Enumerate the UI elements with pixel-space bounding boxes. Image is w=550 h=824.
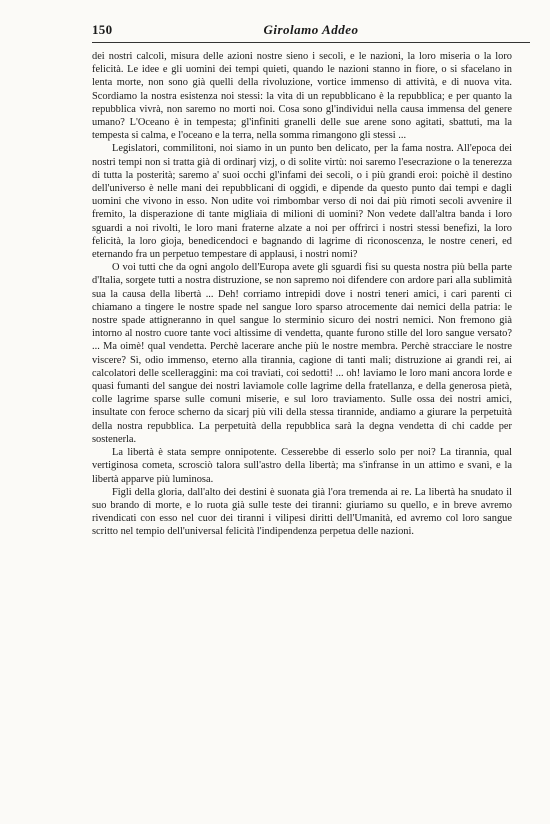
paragraph: O voi tutti che da ogni angolo dell'Europa avete gli sguardi fisi su questa nostra più bella parte d'Italia, sorgete tutti a nostra distruzione, se non sapremo noi difendere con ardore pari alla sublimità sua la causa della libertà ... Deh! corriamo intrepidi dove i nostri teneri amici, i cari parenti ci chiamano a tingere le nostre spade nel sangue loro sparso atrocemente dai nemici della patria: le nostre spade attigneranno in quel sangue lo sterminio sicuro dei nostri nemici. Non fremono già intorno al nostro cuore tante voci altissime di vendetta, quante furono stille del loro sangue versato? ... Ma oimè! qual vendetta. Perchè lacerare anche più le nostre membra. Perchè stracciare le nostre viscere? Sì, odio immenso, eterno alla tirannia, cagione di tanti mali; distruzione ai grandi rei, ai calcolatori delle scelleraggini: ma coi traviati, coi sedotti! ... oh! laviamo le loro mani ancora lorde e quasi fumanti del sangue dei nostri lavìamole colle lagrime della fratellanza, e della generosa pietà, colle lagrime sparse sulle comuni miserie, e sul loro traviamento. Sulle ossa dei nostri amici, insultate con feroce scherno da sicarj più vili della stessa tirannide, andiamo a giurare la perpetuità della nostra repubblica. La perpetuità della repubblica sarà la degna vendetta di chi cadde per sostenerla. — [92, 262, 512, 445]
paragraph: La libertà è stata sempre onnipotente. Cesserebbe di esserlo solo per noi? La tirannia, qual vertiginosa cometa, scrosciò talora sull'astro della libertà; ma s'infranse in un attimo e svanì, e la libertà apparve più luminosa. — [92, 447, 512, 485]
page-number: 150 — [92, 22, 113, 37]
paragraph: Figli della gloria, dall'alto dei destini è suonata già l'ora tremenda ai re. La libertà ha snudato il suo brando di morte, e lo ruota già sulle teste dei tiranni: giuriamo su quello, e in breve avremo rivendicati con esso nel cuor dei tiranni i vilipesi diritti dell'Umanità, ed avremo col loro sangue scritto nel tempio dell'universal felicità l'indipendenza perpetua delle nazioni. — [92, 486, 512, 538]
paragraph: Legislatori, commilitoni, noi siamo in un punto ben delicato, per la fama nostra. All'epoca dei nostri tempi non si tratta già di ordinarj vizj, o di solite virtù: noi saremo l'esecrazione o la tenerezza di tutta la posterità; saremo a' suoi occhi gl'infami dei secoli, o i più grandi eroi: poichè il destino dell'universo è nelle mani dei repubblicani di oggidì, e dipende da questo punto dai tempi e dagli uomini che vivono in esso. Non udite voi rimbombar verso di noi dai più rimoti secoli avvenire il fremito, la disperazione di tante migliaia di milioni di uomini? Non vedete dall'altra banda i loro sguardi a noi rivolti, le loro mani fraterne alzate a noi per offrirci i nostri stessi benefizi, la loro felicità, la loro gioja, benedicendoci e bagnando di lagrime di riconoscenza, le nostre ceneri, ed eternando fra un perpetuo tempestare di applausi, i nostri nomi? — [92, 143, 512, 261]
paragraph: dei nostri calcoli, misura delle azioni nostre sieno i secoli, e le nazioni, la loro miseria o la loro felicità. Le idee e gli uomini dei tempi quieti, quando le nazioni stanno in fiore, o si sfacelano in lenta morte, non sono già quelli della rivoluzione, vortice immenso di attività, e di nuova vita. Scordiamo la nostra esistenza noi stessi: la vita di un repubblicano è la repubblica; e per quanto la repubblica vivrà, non saremo no morti noi. Cosa sono gl'individui nella causa immensa del genere umano? L'Oceano è in tempesta; gl'infiniti granelli delle sue arene sono agitati, sbattuti, ma la tempesta si calma, e l'oceano e la terra, nella somma rimangono gli stessi ... — [92, 51, 512, 142]
page-header — [92, 22, 530, 43]
body-text — [92, 50, 512, 539]
running-head: Girolamo Addeo — [263, 22, 359, 37]
